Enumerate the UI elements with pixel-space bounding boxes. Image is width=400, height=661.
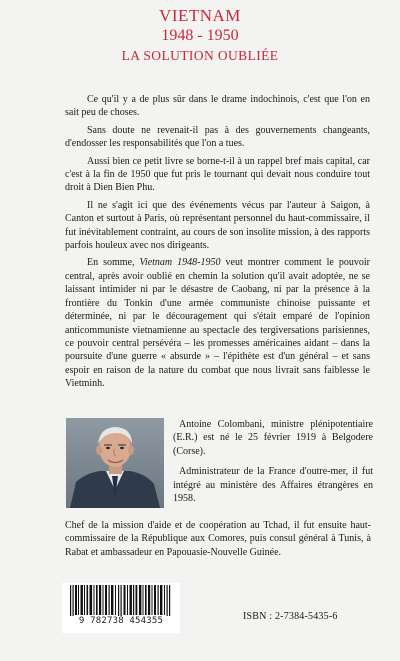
blurb-paragraph: Il ne s'agit ici que des événements vécus par l'auteur à Saigon, à Canton et surtout à Paris, où représentant personnel du haut-commissaire, il fut inévitablement contraint, au cours de son insolite mission, à des rapports parfois houleux avec nos dirigeants. [65, 199, 370, 252]
author-bio-birth: Antoine Colombani, ministre plénipotentiaire (E.R.) est né le 25 février 1919 à Belgodere (Corse). [173, 419, 373, 457]
blurb-paragraph: Sans doute ne revenait-il pas à des gouvernements changeants, d'endosser les responsabilités que l'on a tues. [65, 124, 370, 150]
blurb [65, 93, 370, 391]
author-photo [66, 418, 164, 508]
blurb-paragraph: Aussi bien ce petit livre se borne-t-il à un rappel bref mais capital, car c'est à la fin de 1950 que fut pris le tournant qui devait nous conduire tout droit à Dien Bien Phu. [65, 155, 370, 194]
book-title: VIETNAM [159, 6, 241, 25]
blurb-rest: veut montrer comment le pouvoir central, après avoir oublié en chemin la solution qu'il avait adoptée, ne se laissant intimider ni par le désastre de Caobang, ni par la présence à la frontière du Tonkin d'une armée communiste chinoise puissante et déterminée, ni par le découragement qui s'était emparé de l'opinion anticommuniste vietnamienne au spectacle des tergiversations parisiennes, ce pouvoir central persévéra – les promesses américaines aidant – dans la poursuite d'une guerre « absurde » – l'épithète est d'un général – et sans espoir en raison de la nature du combat que nous livrait sans faiblesse le Vietminh. [65, 257, 370, 390]
barcode-number: 9 782738 454355 [62, 616, 180, 626]
book-subtitle: LA SOLUTION OUBLIÉE [121, 48, 279, 63]
author-bio [173, 418, 373, 512]
author-career [65, 519, 371, 559]
blurb-lead: En somme, [87, 257, 140, 269]
barcode-icon [62, 583, 180, 617]
blurb-paragraph: Ce qu'il y a de plus sûr dans le drame indochinois, c'est que l'on en sait peu de choses. [65, 94, 370, 119]
isbn-number: ISBN : 2-7384-5435-6 [243, 611, 338, 622]
author-portrait-icon [66, 418, 164, 508]
author-bio-career-start: Administrateur de la France d'outre-mer, il fut intégré au ministère des Affaires étrangères en 1958. [173, 466, 373, 505]
book-years: 1948 - 1950 [161, 27, 239, 44]
title-block [0, 6, 400, 65]
author-career-text: Chef de la mission d'aide et de coopération au Tchad, il fut ensuite haut-commissaire de la République aux Comores, puis consul général à Tunis, à Rabat et ambassadeur en Papouasie-Nouvelle Guinée. [65, 520, 371, 558]
blurb-paragraph [65, 256, 370, 390]
blurb-book-title: Vietnam 1948-1950 [139, 257, 221, 269]
